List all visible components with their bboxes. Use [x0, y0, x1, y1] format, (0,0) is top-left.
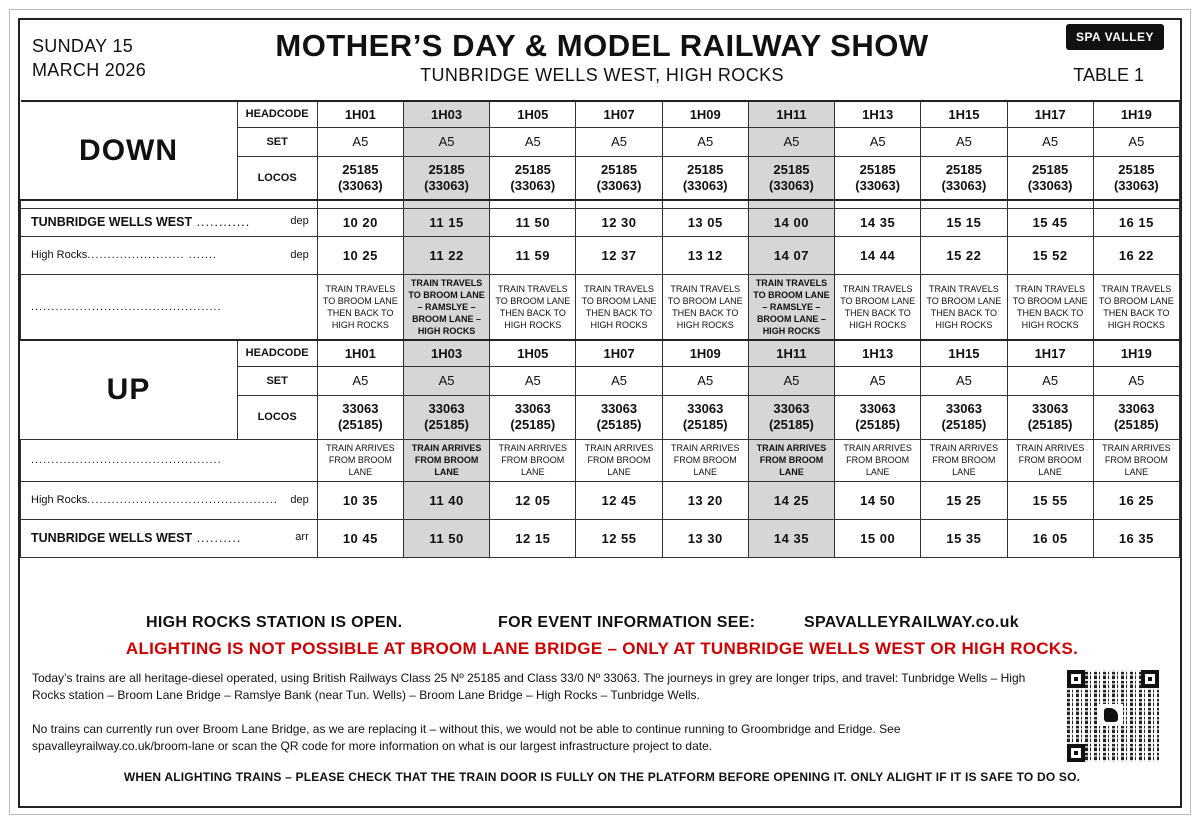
headcode-cell: 1H17 — [1007, 101, 1093, 127]
journey-note: TRAIN TRAVELS TO BROOM LANE THEN BACK TO HIGH ROCKS — [835, 274, 921, 340]
leader-dots: ............ — [192, 215, 251, 229]
journey-note: TRAIN TRAVELS TO BROOM LANE THEN BACK TO HIGH ROCKS — [317, 274, 403, 340]
journey-note: TRAIN TRAVELS TO BROOM LANE THEN BACK TO HIGH ROCKS — [662, 274, 748, 340]
time-cell: 15 45 — [1007, 208, 1093, 236]
locos-cell — [835, 156, 921, 200]
table-label: TABLE 1 — [1073, 65, 1144, 85]
up-notes-row — [21, 439, 1180, 481]
headcode-cell: 1H13 — [835, 101, 921, 127]
notes-leader — [21, 439, 318, 481]
time-cell: 11 22 — [403, 236, 489, 274]
dep-arr-indicator: dep — [290, 494, 309, 506]
journey-note: TRAIN ARRIVES FROM BROOM LANE — [490, 439, 576, 481]
headcode-cell: 1H11 — [748, 101, 834, 127]
loco-alternate: (25185) — [337, 417, 383, 432]
loco-alternate: (33063) — [941, 177, 987, 193]
time-cell: 15 00 — [835, 519, 921, 557]
journey-note: TRAIN TRAVELS TO BROOM LANE THEN BACK TO HIGH ROCKS — [1093, 274, 1179, 340]
loco-alternate: (33063) — [510, 177, 556, 193]
time-cell: 15 52 — [1007, 236, 1093, 274]
headcode-cell: 1H09 — [662, 340, 748, 366]
journey-note: TRAIN ARRIVES FROM BROOM LANE — [1007, 439, 1093, 481]
set-cell: A5 — [490, 366, 576, 395]
journey-note: TRAIN TRAVELS TO BROOM LANE THEN BACK TO HIGH ROCKS — [921, 274, 1007, 340]
headcode-cell: 1H07 — [576, 340, 662, 366]
time-cell: 16 22 — [1093, 236, 1179, 274]
time-cell: 11 59 — [490, 236, 576, 274]
up-headcode-row — [21, 340, 1180, 366]
dep-arr-indicator: dep — [290, 215, 309, 227]
leader-dots: .......... — [192, 531, 242, 545]
time-cell: 13 05 — [662, 208, 748, 236]
set-cell: A5 — [317, 127, 403, 156]
time-cell: 16 25 — [1093, 481, 1179, 519]
leader-dots: ............................................... — [31, 454, 222, 466]
time-cell: 13 12 — [662, 236, 748, 274]
locos-cell — [748, 156, 834, 200]
dep-arr-indicator: dep — [290, 249, 309, 261]
leader-dots: ........................ ....... — [87, 249, 218, 261]
loco-primary: 33063 — [600, 401, 638, 416]
locos-cell — [921, 395, 1007, 439]
loco-alternate: (33063) — [337, 177, 383, 193]
locos-cell — [921, 156, 1007, 200]
loco-primary: 25185 — [859, 161, 896, 177]
time-cell: 16 35 — [1093, 519, 1179, 557]
loco-alternate: (25185) — [1113, 417, 1159, 432]
loco-alternate: (25185) — [682, 417, 728, 432]
journey-note: TRAIN TRAVELS TO BROOM LANE THEN BACK TO HIGH ROCKS — [490, 274, 576, 340]
loco-primary: 33063 — [945, 401, 982, 416]
station-name-cell — [21, 519, 318, 557]
down-station-row — [21, 208, 1180, 236]
set-cell: A5 — [662, 127, 748, 156]
journey-note: TRAIN ARRIVES FROM BROOM LANE — [403, 439, 489, 481]
info-paragraph-1: Today’s trains are all heritage-diesel operated, using British Railways Class 25 Nº 25185 and Class 33/0 Nº 33063. The journeys in grey are longer trips, and travel: Tunbridge Wells – High Rocks station – Broom Lane Bridge – Ramslye Bank (near Tun. Wells) – Broom Lane Bridge – High Rocks – Tunbridge Wells. — [32, 671, 1026, 702]
loco-primary: 25185 — [600, 161, 638, 177]
set-cell: A5 — [1093, 366, 1179, 395]
loco-primary: 25185 — [342, 161, 379, 177]
time-cell: 11 50 — [490, 208, 576, 236]
station-name-cell — [21, 481, 318, 519]
time-cell: 16 15 — [1093, 208, 1179, 236]
set-cell: A5 — [921, 127, 1007, 156]
loco-alternate: (25185) — [769, 417, 814, 432]
loco-alternate: (25185) — [596, 417, 642, 432]
loco-primary: 33063 — [773, 401, 810, 416]
journey-note: TRAIN TRAVELS TO BROOM LANE – RAMSLYE – BROOM LANE – HIGH ROCKS — [748, 274, 834, 340]
locos-cell — [835, 395, 921, 439]
down-station-row — [21, 236, 1180, 274]
loco-alternate: (25185) — [510, 417, 556, 432]
locos-cell — [748, 395, 834, 439]
time-cell: 11 15 — [403, 208, 489, 236]
station-name: High Rocks — [31, 249, 88, 261]
time-cell: 15 15 — [921, 208, 1007, 236]
time-cell: 13 20 — [662, 481, 748, 519]
loco-alternate: (33063) — [1027, 177, 1073, 193]
loco-alternate: (33063) — [855, 177, 901, 193]
set-cell: A5 — [490, 127, 576, 156]
headcode-cell: 1H15 — [921, 340, 1007, 366]
time-cell: 10 35 — [317, 481, 403, 519]
timetable-sheet — [18, 18, 1182, 808]
date-line-2: MARCH 2026 — [32, 60, 147, 80]
time-cell: 14 44 — [835, 236, 921, 274]
headcode-cell: 1H17 — [1007, 340, 1093, 366]
website-link[interactable]: SPAVALLEYRAILWAY.co.uk — [804, 614, 1019, 631]
station-name: TUNBRIDGE WELLS WEST — [31, 215, 193, 229]
time-cell: 14 50 — [835, 481, 921, 519]
loco-alternate: (25185) — [855, 417, 901, 432]
headcode-cell: 1H01 — [317, 340, 403, 366]
time-cell: 11 40 — [403, 481, 489, 519]
set-cell: A5 — [403, 127, 489, 156]
time-cell: 10 20 — [317, 208, 403, 236]
journey-note: TRAIN ARRIVES FROM BROOM LANE — [921, 439, 1007, 481]
qr-centre-mark — [1099, 704, 1123, 726]
loco-primary: 33063 — [514, 401, 551, 416]
time-cell: 12 55 — [576, 519, 662, 557]
headcode-cell: 1H01 — [317, 101, 403, 127]
set-cell: A5 — [662, 366, 748, 395]
loco-alternate: (25185) — [424, 417, 469, 432]
headcode-label: HEADCODE — [237, 340, 317, 366]
down-section-title: DOWN — [21, 101, 238, 200]
loco-alternate: (33063) — [1113, 177, 1159, 193]
headcode-cell: 1H03 — [403, 340, 489, 366]
page-title: MOTHER’S DAY & MODEL RAILWAY SHOW — [275, 28, 929, 63]
time-cell: 14 25 — [748, 481, 834, 519]
time-cell: 12 30 — [576, 208, 662, 236]
loco-alternate: (25185) — [941, 417, 987, 432]
date-line-1: SUNDAY 15 — [32, 36, 134, 56]
set-cell: A5 — [317, 366, 403, 395]
locos-cell — [490, 395, 576, 439]
time-cell: 16 05 — [1007, 519, 1093, 557]
loco-alternate: (33063) — [769, 177, 814, 193]
time-cell: 15 22 — [921, 236, 1007, 274]
headcode-cell: 1H09 — [662, 101, 748, 127]
up-section-title: UP — [21, 340, 238, 439]
set-cell: A5 — [748, 366, 834, 395]
loco-primary: 25185 — [1032, 161, 1069, 177]
time-cell: 14 35 — [835, 208, 921, 236]
headcode-cell: 1H05 — [490, 340, 576, 366]
loco-primary: 25185 — [945, 161, 982, 177]
locos-cell — [1093, 156, 1179, 200]
loco-primary: 33063 — [428, 401, 465, 416]
headcode-cell: 1H05 — [490, 101, 576, 127]
set-cell: A5 — [576, 366, 662, 395]
station-name-cell — [21, 208, 318, 236]
time-cell: 10 25 — [317, 236, 403, 274]
time-cell: 14 35 — [748, 519, 834, 557]
time-cell: 12 37 — [576, 236, 662, 274]
page-subtitle: TUNBRIDGE WELLS WEST, HIGH ROCKS — [420, 65, 784, 85]
locos-label: LOCOS — [237, 156, 317, 200]
time-cell: 12 05 — [490, 481, 576, 519]
safety-notice: WHEN ALIGHTING TRAINS – PLEASE CHECK THAT THE TRAIN DOOR IS FULLY ON THE PLATFORM BEFORE OPENING IT. ONLY ALIGHT IF IT IS SAFE TO DO SO. — [123, 770, 1081, 784]
loco-primary: 25185 — [428, 161, 465, 177]
journey-note: TRAIN TRAVELS TO BROOM LANE THEN BACK TO HIGH ROCKS — [576, 274, 662, 340]
time-cell: 15 35 — [921, 519, 1007, 557]
up-station-row — [21, 519, 1180, 557]
notes-leader — [21, 274, 318, 340]
locos-cell — [662, 395, 748, 439]
locos-label: LOCOS — [237, 395, 317, 439]
locos-cell — [317, 395, 403, 439]
alighting-warning: ALIGHTING IS NOT POSSIBLE AT BROOM LANE BRIDGE – ONLY AT TUNBRIDGE WELLS WEST OR HIGH ROCKS. — [125, 639, 1079, 658]
station-name: TUNBRIDGE WELLS WEST — [31, 531, 193, 545]
locos-cell — [490, 156, 576, 200]
journey-note: TRAIN TRAVELS TO BROOM LANE THEN BACK TO HIGH ROCKS — [1007, 274, 1093, 340]
journey-note: TRAIN ARRIVES FROM BROOM LANE — [835, 439, 921, 481]
down-headcode-row — [21, 101, 1180, 127]
time-cell: 12 15 — [490, 519, 576, 557]
journey-note: TRAIN ARRIVES FROM BROOM LANE — [748, 439, 834, 481]
loco-alternate: (33063) — [682, 177, 728, 193]
set-cell: A5 — [403, 366, 489, 395]
locos-cell — [576, 156, 662, 200]
loco-alternate: (33063) — [424, 177, 469, 193]
locos-cell — [1007, 395, 1093, 439]
set-label: SET — [237, 366, 317, 395]
set-cell: A5 — [835, 366, 921, 395]
locos-cell — [1093, 395, 1179, 439]
time-cell: 15 25 — [921, 481, 1007, 519]
station-name-cell — [21, 236, 318, 274]
down-gap-row — [21, 200, 1180, 208]
high-rocks-open: HIGH ROCKS STATION IS OPEN. — [146, 614, 403, 631]
time-cell: 15 55 — [1007, 481, 1093, 519]
time-cell: 12 45 — [576, 481, 662, 519]
timetable — [20, 100, 1180, 558]
locos-cell — [317, 156, 403, 200]
locos-cell — [403, 395, 489, 439]
set-cell: A5 — [1093, 127, 1179, 156]
set-label: SET — [237, 127, 317, 156]
journey-note: TRAIN ARRIVES FROM BROOM LANE — [576, 439, 662, 481]
headcode-cell: 1H11 — [748, 340, 834, 366]
loco-primary: 33063 — [1118, 401, 1155, 416]
headcode-cell: 1H07 — [576, 101, 662, 127]
station-name: High Rocks — [31, 494, 88, 506]
loco-primary: 33063 — [687, 401, 724, 416]
time-cell: 13 30 — [662, 519, 748, 557]
leader-dots: ............................................... — [31, 300, 222, 313]
headcode-cell: 1H19 — [1093, 340, 1179, 366]
time-cell: 10 45 — [317, 519, 403, 557]
headcode-cell: 1H03 — [403, 101, 489, 127]
journey-note: TRAIN TRAVELS TO BROOM LANE – RAMSLYE – BROOM LANE – HIGH ROCKS — [403, 274, 489, 340]
loco-alternate: (33063) — [596, 177, 642, 193]
leader-dots: ............................................... — [87, 494, 278, 506]
headcode-cell: 1H13 — [835, 340, 921, 366]
locos-cell — [403, 156, 489, 200]
locos-cell — [662, 156, 748, 200]
set-cell: A5 — [1007, 127, 1093, 156]
loco-alternate: (25185) — [1027, 417, 1073, 432]
time-cell: 11 50 — [403, 519, 489, 557]
headcode-label: HEADCODE — [237, 101, 317, 127]
info-label: FOR EVENT INFORMATION SEE: — [498, 614, 756, 631]
down-notes-row — [21, 274, 1180, 340]
loco-primary: 25185 — [1118, 161, 1155, 177]
info-paragraph-2: No trains can currently run over Broom Lane Bridge, as we are replacing it – without this, we would not be able to continue running to Groombridge and Eridge. See spavalleyrailway.co.uk/broom-lane or scan the QR code for more information on what is our largest infrastructure project to date. — [32, 722, 901, 753]
journey-note: TRAIN ARRIVES FROM BROOM LANE — [662, 439, 748, 481]
time-cell: 14 07 — [748, 236, 834, 274]
set-cell: A5 — [1007, 366, 1093, 395]
loco-primary: 25185 — [687, 161, 724, 177]
journey-note: TRAIN ARRIVES FROM BROOM LANE — [1093, 439, 1179, 481]
loco-primary: 25185 — [773, 161, 810, 177]
up-station-row — [21, 481, 1180, 519]
locos-cell — [576, 395, 662, 439]
headcode-cell: 1H15 — [921, 101, 1007, 127]
loco-primary: 25185 — [514, 161, 551, 177]
set-cell: A5 — [921, 366, 1007, 395]
dep-arr-indicator: arr — [295, 531, 309, 543]
set-cell: A5 — [835, 127, 921, 156]
loco-primary: 33063 — [342, 401, 379, 416]
loco-primary: 33063 — [1032, 401, 1069, 416]
qr-code[interactable] — [1067, 670, 1159, 762]
time-cell: 14 00 — [748, 208, 834, 236]
journey-note: TRAIN ARRIVES FROM BROOM LANE — [317, 439, 403, 481]
set-cell: A5 — [748, 127, 834, 156]
set-cell: A5 — [576, 127, 662, 156]
spa-valley-logo: SPA VALLEY — [1066, 24, 1164, 50]
locos-cell — [1007, 156, 1093, 200]
loco-primary: 33063 — [859, 401, 896, 416]
headcode-cell: 1H19 — [1093, 101, 1179, 127]
